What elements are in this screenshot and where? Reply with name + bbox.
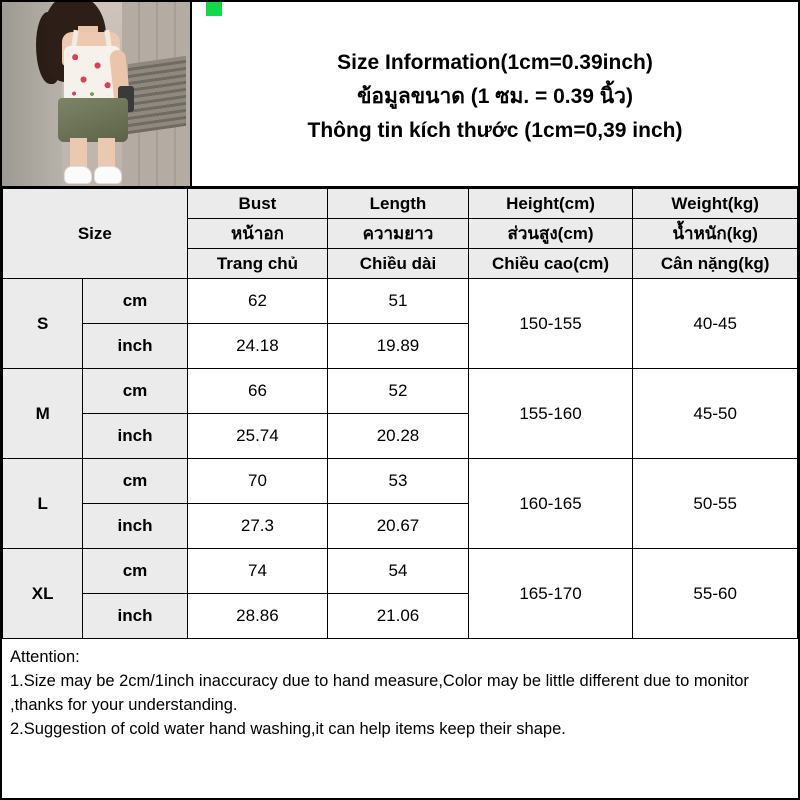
green-badge [206, 2, 222, 16]
table-row [3, 549, 798, 594]
model-shoe-right [94, 166, 122, 184]
cell-height-s: 150-155 [468, 279, 633, 369]
col-header-length-en: Length [328, 189, 469, 219]
cell-length-inch-m: 20.28 [328, 414, 469, 459]
row-unit-inch: inch [83, 594, 187, 639]
size-header-cell: Size [3, 189, 188, 279]
cell-height-l: 160-165 [468, 459, 633, 549]
cell-weight-m: 45-50 [633, 369, 798, 459]
model-shoe-left [64, 166, 92, 184]
cell-weight-l: 50-55 [633, 459, 798, 549]
col-header-height-th: ส่วนสูง(cm) [468, 219, 633, 249]
cell-length-inch-s: 19.89 [328, 324, 469, 369]
title-block [192, 2, 798, 186]
cell-bust-cm-l: 70 [187, 459, 328, 504]
cell-bust-inch-l: 27.3 [187, 504, 328, 549]
title-line-th: ข้อมูลขนาด (1 ซม. = 0.39 นิ้ว) [357, 85, 633, 108]
title-line-en: Size Information(1cm=0.39inch) [337, 51, 653, 74]
col-header-bust-th: หน้าอก [187, 219, 328, 249]
row-unit-inch: inch [83, 504, 187, 549]
title-line-vi: Thông tin kích thước (1cm=0,39 inch) [307, 119, 683, 142]
cell-length-inch-l: 20.67 [328, 504, 469, 549]
cell-weight-s: 40-45 [633, 279, 798, 369]
header [2, 2, 798, 188]
cell-length-cm-s: 51 [328, 279, 469, 324]
col-header-bust-vi: Trang chủ [187, 249, 328, 279]
col-header-length-vi: Chiều dài [328, 249, 469, 279]
col-header-height-vi: Chiều cao(cm) [468, 249, 633, 279]
cell-bust-cm-s: 62 [187, 279, 328, 324]
cell-weight-xl: 55-60 [633, 549, 798, 639]
row-unit-inch: inch [83, 414, 187, 459]
row-unit-cm: cm [83, 279, 187, 324]
col-header-weight-vi: Cân nặng(kg) [633, 249, 798, 279]
cell-height-m: 155-160 [468, 369, 633, 459]
cell-bust-cm-m: 66 [187, 369, 328, 414]
row-size-xl: XL [3, 549, 83, 639]
table-row [3, 279, 798, 324]
cell-bust-inch-m: 25.74 [187, 414, 328, 459]
col-header-weight-th: น้ำหนัก(kg) [633, 219, 798, 249]
row-unit-inch: inch [83, 324, 187, 369]
attention-line-1: 1.Size may be 2cm/1inch inaccuracy due to hand measure,Color may be little different due to monitor ,thanks for your understanding. [10, 672, 749, 714]
row-size-m: M [3, 369, 83, 459]
attention-title: Attention: [10, 648, 80, 666]
col-header-weight-en: Weight(kg) [633, 189, 798, 219]
cell-length-cm-xl: 54 [328, 549, 469, 594]
cell-bust-inch-xl: 28.86 [187, 594, 328, 639]
attention-line-2: 2.Suggestion of cold water hand washing,it can help items keep their shape. [10, 720, 566, 738]
col-header-height-en: Height(cm) [468, 189, 633, 219]
cell-bust-inch-s: 24.18 [187, 324, 328, 369]
table-row [3, 369, 798, 414]
photo-grate [128, 56, 186, 134]
cell-length-cm-m: 52 [328, 369, 469, 414]
size-table [2, 188, 798, 639]
row-unit-cm: cm [83, 369, 187, 414]
cell-bust-cm-xl: 74 [187, 549, 328, 594]
table-header-row-en [3, 189, 798, 219]
row-unit-cm: cm [83, 549, 187, 594]
col-header-bust-en: Bust [187, 189, 328, 219]
col-header-length-th: ความยาว [328, 219, 469, 249]
row-unit-cm: cm [83, 459, 187, 504]
row-size-l: L [3, 459, 83, 549]
table-row [3, 459, 798, 504]
cell-length-cm-l: 53 [328, 459, 469, 504]
model-skirt [58, 98, 128, 142]
attention-block [2, 639, 798, 741]
cell-length-inch-xl: 21.06 [328, 594, 469, 639]
row-size-s: S [3, 279, 83, 369]
cell-height-xl: 165-170 [468, 549, 633, 639]
product-photo [2, 2, 192, 186]
